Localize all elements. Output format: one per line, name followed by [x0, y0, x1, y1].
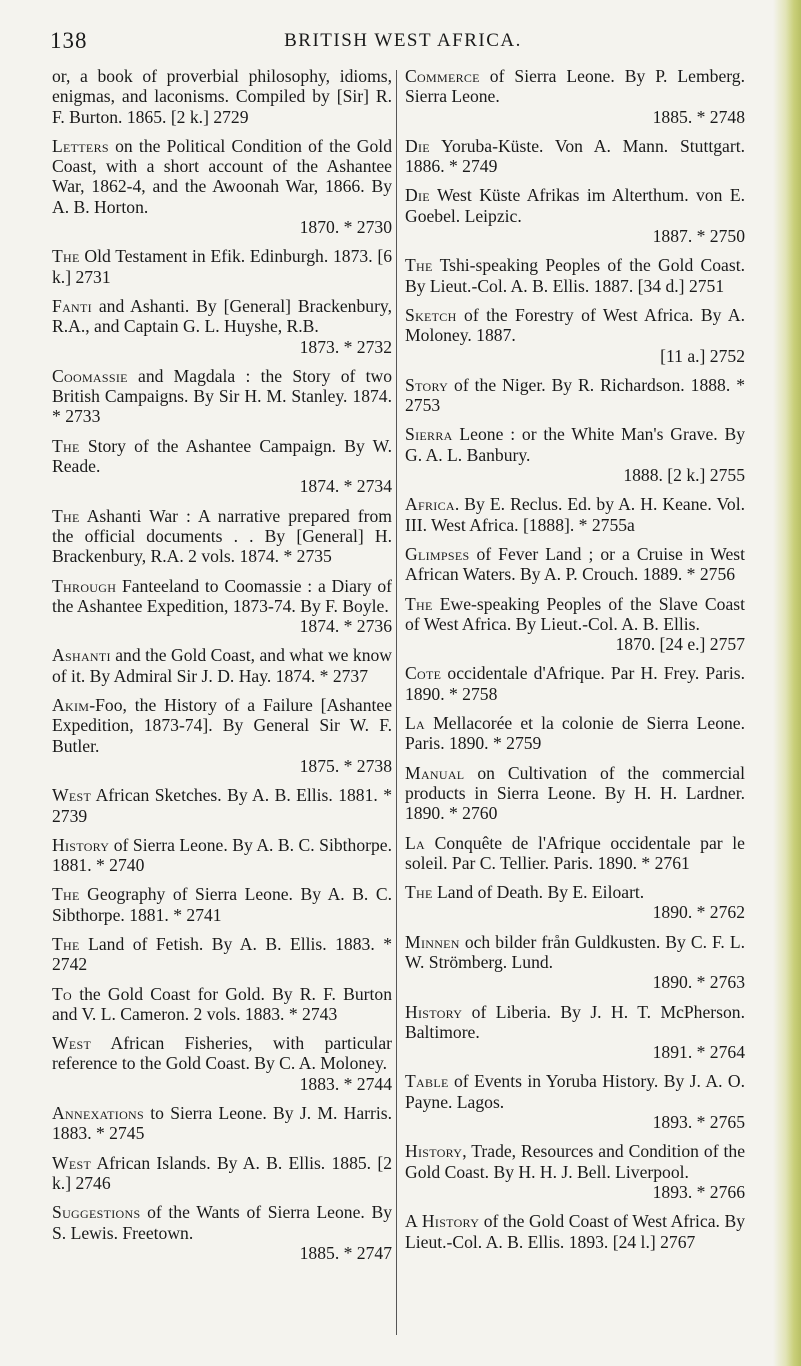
entry-text: African Sketches. By A. B. Ellis. 1881. * 2739 — [52, 785, 392, 826]
entry-text: the Gold Coast for Gold. By R. F. Burton and V. L. Cameron. 2 vols. 1883. * 2743 — [52, 983, 392, 1024]
entry-lead-word: West — [52, 785, 92, 806]
catalog-entry — [52, 366, 392, 427]
entry-lead-word: Through — [52, 575, 117, 596]
entry-date-number: [11 a.] 2752 — [660, 345, 745, 366]
catalog-entry — [405, 424, 745, 485]
entry-text: of Sierra Leone. By A. B. C. Sibthorpe. 1881. * 2740 — [52, 834, 392, 876]
catalog-entry — [52, 645, 392, 686]
catalog-entry — [405, 663, 745, 704]
entry-text: African Islands. By A. B. Ellis. 1885. [2 k.] 2746 — [52, 1152, 392, 1193]
entry-date-number: 1893. * 2766 — [652, 1181, 745, 1202]
entry-text: . By E. Reclus. Ed. by A. H. Keane. Vol. III. West Africa. [1888]. * 2755a — [405, 494, 745, 535]
entry-lead-word: The — [52, 884, 80, 905]
entry-date-number: 1890. * 2762 — [652, 902, 745, 923]
catalog-entry — [52, 66, 392, 127]
entry-lead-word: West — [52, 1033, 92, 1054]
entry-text: African Fisheries, with particular reference to the Gold Coast. By C. A. Moloney. — [52, 1033, 392, 1074]
catalog-entry — [405, 932, 745, 993]
catalog-entry — [405, 882, 745, 923]
entry-lead-word: Akim — [52, 695, 90, 716]
entry-date-number: 1883. * 2744 — [299, 1073, 392, 1094]
catalog-entry — [405, 713, 745, 754]
entry-lead-word: The — [52, 435, 80, 456]
entry-lead-word: Sierra — [405, 424, 453, 445]
entry-date-number: 1885. * 2748 — [652, 106, 745, 127]
entry-lead-word: Story — [405, 374, 449, 395]
entry-date-number: 1893. * 2765 — [652, 1112, 745, 1133]
entry-text: and Ashanti. By [General] Brackenbury, R.A., and Captain G. L. Huyshe, R.B. — [52, 295, 392, 337]
catalog-entry — [405, 136, 745, 177]
catalog-entry — [405, 305, 745, 366]
entry-lead-word: To — [52, 983, 73, 1004]
catalog-entry — [405, 1211, 745, 1252]
entry-text: of Liberia. By J. H. T. McPherson. Baltimore. — [405, 1001, 745, 1042]
catalog-entry — [52, 695, 392, 776]
entry-lead-word: History — [405, 1001, 463, 1022]
entry-lead-word: Table — [405, 1071, 449, 1092]
entry-text: , Trade, Resources and Condition of the Gold Coast. By H. H. J. Bell. Liverpool. — [405, 1141, 745, 1182]
entry-lead-word: Letters — [52, 135, 109, 156]
catalog-entry — [405, 544, 745, 585]
entry-lead-word: History — [52, 834, 110, 855]
entry-text: on Cultivation of the commercial products in Sierra Leone. By H. H. Lardner. 1890. * 2760 — [405, 762, 745, 824]
entry-text: of the Wants of Sierra Leone. By S. Lewis. Freetown. — [52, 1202, 392, 1243]
entry-lead-word: Manual — [405, 762, 465, 783]
entry-text: Land of Fetish. By A. B. Ellis. 1883. * 2742 — [52, 933, 392, 975]
entry-text: of Events in Yoruba History. By J. A. O. Payne. Lagos. — [405, 1071, 745, 1112]
entry-lead-word: Sketch — [405, 304, 457, 325]
catalog-entry — [405, 255, 745, 296]
entry-date-number: 1885. * 2747 — [299, 1242, 392, 1263]
entry-text: on the Political Condition of the Gold Coast, with a short account of the Ashantee War, 1862-4, and the Awoonah War, 1866. By A. B. Horton. — [52, 135, 392, 217]
catalog-entry — [405, 185, 745, 246]
catalog-entry — [52, 785, 392, 826]
entry-lead-word: Glimpses — [405, 543, 470, 564]
catalog-entry — [405, 1071, 745, 1132]
entry-lead-word: The — [52, 246, 80, 267]
entry-lead-word: History — [405, 1141, 463, 1162]
catalog-entry — [405, 66, 745, 127]
entry-date-number: 1888. [2 k.] 2755 — [623, 465, 745, 486]
entry-text: Ashanti War : A narrative prepared from the official documents . . By [General] H. Brackenbury, R.A. 2 vols. 1874. * 2735 — [52, 505, 392, 567]
entry-lead-word: The — [52, 933, 80, 954]
catalog-entry — [52, 984, 392, 1025]
entry-text: and the Gold Coast, and what we know of it. By Admiral Sir J. D. Hay. 1874. * 2737 — [52, 645, 392, 686]
entry-date-number: 1887. * 2750 — [652, 226, 745, 247]
entry-text: of the Forestry of West Africa. By A. Moloney. 1887. — [405, 304, 745, 346]
entry-lead-word: The — [405, 255, 433, 276]
entry-lead-word: Coomassie — [52, 365, 128, 386]
page-number: 138 — [50, 28, 88, 53]
entry-date-number: 1874. * 2734 — [299, 476, 392, 497]
entry-text: and Magdala : the Story of two British Campaigns. By Sir H. M. Stanley. 1874. * 2733 — [52, 365, 392, 427]
right-column — [405, 66, 745, 1261]
left-column — [52, 66, 392, 1272]
entry-lead-word: The — [405, 882, 433, 903]
entry-lead-word: West — [52, 1152, 92, 1173]
entry-lead-word: Fanti — [52, 295, 92, 316]
entry-lead-word: A History — [405, 1211, 480, 1232]
catalog-entry — [405, 494, 745, 535]
entry-date-number: 1870. * 2730 — [299, 217, 392, 238]
catalog-entry — [52, 296, 392, 357]
entry-text: Leone : or the White Man's Grave. By G. A. L. Banbury. — [405, 424, 745, 465]
catalog-entry — [52, 884, 392, 925]
catalog-entry — [405, 1141, 745, 1202]
page-edge-stain — [773, 0, 801, 1366]
catalog-entry — [52, 136, 392, 237]
entry-text: Land of Death. By E. Eiloart. — [432, 882, 645, 903]
entry-text: of the Niger. By R. Richardson. 1888. * 2753 — [405, 374, 745, 416]
catalog-entry — [405, 375, 745, 416]
entry-lead-word: Cote — [405, 663, 442, 684]
catalog-entry — [52, 1153, 392, 1194]
entry-lead-word: The — [405, 593, 433, 614]
page-header — [50, 28, 756, 58]
catalog-entry — [405, 833, 745, 874]
catalog-entry — [52, 1103, 392, 1144]
entry-lead-word: Suggestions — [52, 1202, 141, 1223]
entry-text: Fanteeland to Coomassie : a Diary of the Ashantee Expedition, 1873-74. By F. Boyle. — [52, 575, 392, 616]
catalog-entry — [405, 763, 745, 824]
entry-lead-word: Commerce — [405, 66, 480, 86]
catalog-entry — [52, 576, 392, 637]
entry-lead-word: Die — [405, 185, 430, 206]
entry-date-number: 1874. * 2736 — [299, 616, 392, 637]
entry-date-number: 1875. * 2738 — [299, 755, 392, 776]
entry-date-number: 1891. * 2764 — [652, 1042, 745, 1063]
catalog-entry — [52, 436, 392, 497]
running-title: BRITISH WEST AFRICA. — [284, 30, 522, 51]
entry-text: of Fever Land ; or a Cruise in West African Waters. By A. P. Crouch. 1889. * 2756 — [405, 543, 745, 585]
entry-lead-word: La — [405, 832, 426, 853]
entry-text: or, a book of proverbial philosophy, idioms, enigmas, and laconisms. Compiled by [Sir] R. F. Burton. 1865. [2 k.] 2729 — [52, 66, 392, 127]
catalog-entry — [52, 835, 392, 876]
entry-text: of the Gold Coast of West Africa. By Lieut.-Col. A. B. Ellis. 1893. [24 l.] 2767 — [405, 1211, 745, 1252]
entry-text: of Sierra Leone. By P. Lemberg. Sierra Leone. — [405, 66, 745, 107]
entry-lead-word: Ashanti — [52, 645, 111, 666]
catalog-entry — [52, 246, 392, 287]
entry-text: Old Testament in Efik. Edinburgh. 1873. [6 k.] 2731 — [52, 246, 392, 287]
column-divider — [396, 70, 397, 1335]
catalog-entry — [405, 594, 745, 655]
entry-text: to Sierra Leone. By J. M. Harris. 1883. * 2745 — [52, 1103, 392, 1144]
entry-text: Geography of Sierra Leone. By A. B. C. Sibthorpe. 1881. * 2741 — [52, 884, 392, 925]
catalog-entry — [52, 1033, 392, 1094]
entry-date-number: 1870. [24 e.] 2757 — [615, 634, 745, 655]
catalog-entry — [405, 1002, 745, 1063]
entry-text: Mellacorée et la colonie de Sierra Leone. Paris. 1890. * 2759 — [405, 713, 745, 754]
entry-lead-word: La — [405, 713, 426, 734]
catalog-entry — [52, 1202, 392, 1263]
catalog-entry — [52, 506, 392, 567]
entry-date-number: 1873. * 2732 — [299, 336, 392, 357]
entry-lead-word: The — [52, 505, 80, 526]
entry-text: West Küste Afrikas im Alterthum. von E. Goebel. Leipzic. — [405, 185, 745, 226]
entry-text: Story of the Ashantee Campaign. By W. Reade. — [52, 435, 392, 477]
entry-lead-word: Minnen — [405, 931, 460, 952]
entry-text: Ewe-speaking Peoples of the Slave Coast of West Africa. By Lieut.-Col. A. B. Ellis. — [405, 593, 745, 634]
entry-lead-word: Africa — [405, 494, 455, 515]
entry-text: och bilder från Guldkusten. By C. F. L. W. Strömberg. Lund. — [405, 931, 745, 972]
entry-date-number: 1890. * 2763 — [652, 972, 745, 993]
entry-lead-word: Annexations — [52, 1103, 145, 1124]
entry-text: occidentale d'Afrique. Par H. Frey. Paris. 1890. * 2758 — [405, 663, 745, 704]
entry-text: Conquête de l'Afrique occidentale par le soleil. Par C. Tellier. Paris. 1890. * 2761 — [405, 832, 745, 873]
entry-text: Tshi-speaking Peoples of the Gold Coast. By Lieut.-Col. A. B. Ellis. 1887. [34 d.] 2751 — [405, 255, 745, 296]
entry-lead-word: Die — [405, 135, 430, 156]
catalog-entry — [52, 934, 392, 975]
entry-text: Yoruba-Küste. Von A. Mann. Stuttgart. 1886. * 2749 — [405, 135, 745, 177]
entry-text: -Foo, the History of a Failure [Ashantee Expedition, 1873-74]. By General Sir W. F. Butler. — [52, 695, 392, 756]
